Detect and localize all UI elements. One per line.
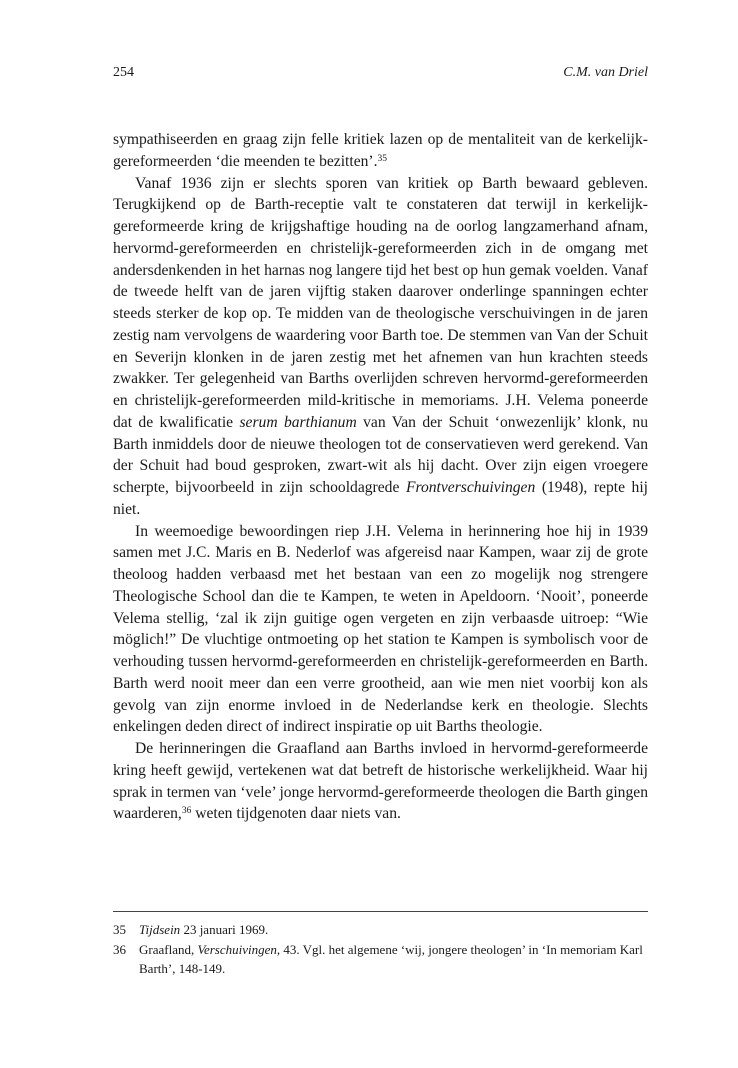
footnotes <box>113 920 648 979</box>
text-run: Vanaf 1936 zijn er slechts sporen van kritiek op Barth bewaard gebleven. Terugkijkend op de Barth-receptie valt te constateren dat terwijl in kerkelijk-gereformeerde kring de krijgshaftige houding na de oorlog langzamerhand afnam, hervormd-gereformeerden en christelijk-gereformeerden zich in de omgang met andersdenkenden in het harnas nog langere tijd het best op hun gemak voelden. Vanaf de tweede helft van de jaren vijftig staken daarover onderlinge spanningen echter steeds sterker de kop op. Te midden van de theologische verschuivingen in de jaren zestig nam vervolgens de waardering voor Barth toe. De stemmen van Van der Schuit en Severijn klonken in de jaren zestig met het afnemen van hun krachten steeds zwakker. Ter gelegenheid van Barths overlijden schreven hervormd-gereformeerden en christelijk-gereformeerden mild-kritische in memoriams. J.H. Velema poneerde dat de kwalificatie <box>113 174 648 431</box>
italic-text: serum barthianum <box>239 413 357 431</box>
paragraph <box>113 738 648 825</box>
italic-text: Tijdsein <box>139 922 181 937</box>
footnote-reference: 35 <box>377 153 388 164</box>
italic-text: Frontverschuivingen <box>405 479 536 496</box>
footnote-reference: 36 <box>181 806 192 817</box>
paragraph <box>113 173 648 521</box>
paragraph <box>113 129 648 173</box>
footnote-number: 35 <box>113 922 126 937</box>
paragraph <box>113 521 648 739</box>
text-run: (1948), repte hij niet. <box>113 479 648 518</box>
text-run: weten tijdgenoten daar niets van. <box>191 805 401 823</box>
book-page <box>113 0 648 1068</box>
text-run: De herinneringen die Graafland aan Barths invloed in hervormd-gereformeerde kring heeft gewijd, vertekenen wat dat betreft de historische werkelijkheid. Waar hij sprak in termen van ‘vele’ jonge hervormd-gereformeerde theologen die Barth gingen waarderen, <box>113 740 648 823</box>
running-head-author: C.M. van Driel <box>563 65 648 80</box>
text-run: , 43. Vgl. het algemene ‘wij, jongere theologen’ in ‘In memoriam Karl Barth’, 148-149. <box>139 942 643 976</box>
footnote-rule <box>113 911 648 912</box>
footnote-number: 36 <box>113 942 126 957</box>
text-run: In weemoedige bewoordingen riep J.H. Velema in herinnering hoe hij in 1939 samen met J.C. Maris en B. Nederlof was afgereisd naar Kampen, waar zij de grote theoloog hadden verbaasd met het bestaan van een zo mogelijk nog strengere Theologische School dan die te Kampen, te weten in Apeldoorn. ‘Nooit’, poneerde Velema stellig, ‘zal ik zijn guitige ogen vergeten en zijn verbaasde uitroep: “Wie möglich!” De vluchtige ontmoeting op het station te Kampen is symbolisch voor de verhouding tussen hervormd-gereformeerden en christelijk-gereformeerden en Barth. Barth werd nooit meer dan een verre grootheid, aan wie men niet voorbij kon als gevolg van zijn enorme invloed in de Nederlandse kerk en theologie. Slechts enkelingen deden direct of indirect inspiratie op uit Barths theologie. <box>113 522 648 736</box>
text-run: Graafland, <box>139 942 198 957</box>
body-text <box>113 129 648 825</box>
footnote <box>113 940 648 978</box>
text-run: sympathiseerden en graag zijn felle kritiek lazen op de mentaliteit van de kerkelijk-gereformeerden ‘die meenden te bezitten’. <box>113 131 648 170</box>
footnote <box>113 920 648 939</box>
text-run: 23 januari 1969. <box>180 922 269 937</box>
text-run: van Van der Schuit ‘onwezenlijk’ klonk, nu Barth inmiddels door de nieuwe theologen tot de conservatieven werd gerekend. Van der Schuit had boud gesproken, zwart-wit als hij dacht. Over zijn eigen vroegere scherpte, bijvoorbeeld in zijn schooldagrede <box>113 413 648 496</box>
italic-text: Verschuivingen <box>197 942 277 957</box>
page-number: 254 <box>113 65 134 80</box>
